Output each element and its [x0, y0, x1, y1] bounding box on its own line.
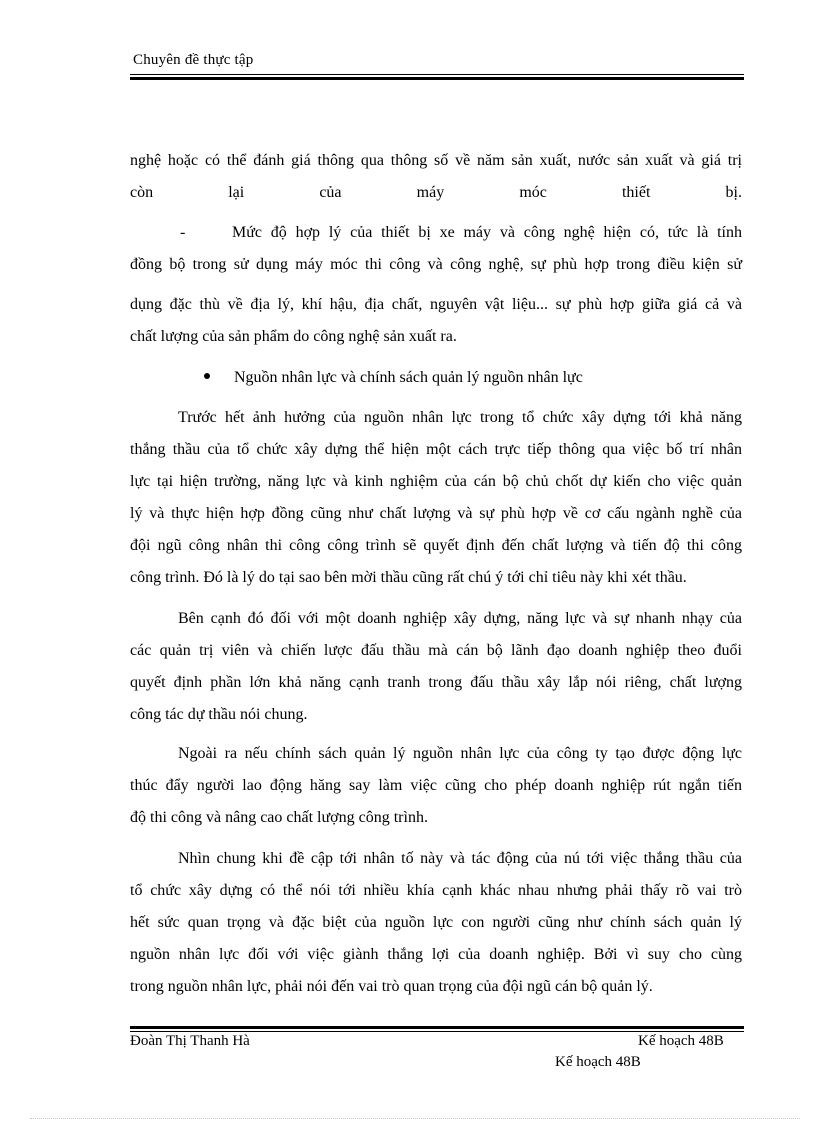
- text-line: hết sức quan trọng và đặc biệt của nguồn lực con người cũng như chính sách quản lý: [130, 914, 742, 931]
- text-line: công trình. Đó là lý do tại sao bên mời thầu cũng rất chú ý tới chỉ tiêu này khi xét thầu.: [130, 569, 687, 586]
- text-line: thắng thầu của tổ chức xây dựng thể hiện một cách trực tiếp thông qua việc bố trí nhân: [130, 441, 742, 458]
- header-rule-thin: [130, 74, 744, 75]
- text-line: các quản trị viên và chiến lược đấu thầu mà cán bộ lãnh đạo doanh nghiệp theo đuổi: [130, 642, 742, 659]
- text-line: Trước hết ảnh hưởng của nguồn nhân lực trong tổ chức xây dựng tới khả năng: [178, 409, 742, 426]
- text-line: quyết định phần lớn khả năng cạnh tranh trong đấu thầu xây lắp nói riêng, chất lượng: [130, 674, 742, 691]
- text-line: Nhìn chung khi đề cập tới nhân tố này và tác động của nú tới việc thắng thầu của: [178, 850, 742, 867]
- text-line: lý và thực hiện hợp đồng cũng như chất lượng và sự phù hợp về cơ cấu ngành nghề của: [130, 505, 742, 522]
- text-line: nguồn nhân lực đối với việc giành thắng lợi của doanh nghiệp. Bởi vì suy cho cùng: [130, 946, 742, 963]
- header-rule-thick: [130, 77, 744, 80]
- text-line: nghệ hoặc có thể đánh giá thông qua thông số về năm sản xuất, nước sản xuất và giá trị: [130, 152, 742, 169]
- text-line: lực tại hiện trường, năng lực và kinh nghiệm của cán bộ chủ chốt dự kiến cho việc quản: [130, 473, 742, 490]
- text-line: dụng đặc thù về địa lý, khí hậu, địa chất, nguyên vật liệu... sự phù hợp giữa giá cả và: [130, 296, 742, 313]
- page-bottom-divider: [30, 1118, 800, 1119]
- text-line: thúc đẩy người lao động hăng say làm việc cũng cho phép doanh nghiệp rút ngắn tiến: [130, 777, 742, 794]
- text-line: còn lại của máy móc thiết bị.: [130, 184, 742, 201]
- text-line: Bên cạnh đó đối với một doanh nghiệp xây dựng, năng lực và sự nhanh nhạy của: [178, 610, 742, 627]
- text-line: tổ chức xây dựng có thể nói tới nhiều khía cạnh khác nhau nhưng phải thấy rõ vai trò: [130, 882, 742, 899]
- text-line: Mức độ hợp lý của thiết bị xe máy và công nghệ hiện có, tức là tính: [232, 224, 742, 241]
- dash-marker: -: [180, 224, 186, 241]
- bullet-icon: [204, 373, 210, 379]
- text-line: công tác dự thầu nói chung.: [130, 706, 308, 723]
- footer-author: Đoàn Thị Thanh Hà: [130, 1033, 250, 1049]
- page-header-title: Chuyên đề thực tập: [133, 52, 254, 68]
- footer-class-label: Kế hoạch 48B: [638, 1033, 724, 1049]
- text-line: Ngoài ra nếu chính sách quản lý nguồn nhân lực của công ty tạo được động lực: [178, 745, 742, 762]
- text-line: đồng bộ trong sử dụng máy móc thi công và công nghệ, sự phù hợp trong điều kiện sử: [130, 256, 742, 273]
- text-line: trong nguồn nhân lực, phải nói đến vai trò quan trọng của đội ngũ cán bộ quản lý.: [130, 978, 653, 995]
- text-line: độ thi công và nâng cao chất lượng công trình.: [130, 809, 428, 826]
- bullet-text: Nguồn nhân lực và chính sách quản lý nguồn nhân lực: [234, 369, 583, 386]
- text-line: đội ngũ công nhân thi công công trình sẽ quyết định đến chất lượng và tiến độ thi công: [130, 537, 742, 554]
- text-line: chất lượng của sản phẩm do công nghệ sản xuất ra.: [130, 328, 457, 345]
- footer-rule-thin: [130, 1031, 744, 1032]
- footer-rule-thick: [130, 1026, 744, 1029]
- footer-class-label-repeat: Kế hoạch 48B: [555, 1054, 641, 1070]
